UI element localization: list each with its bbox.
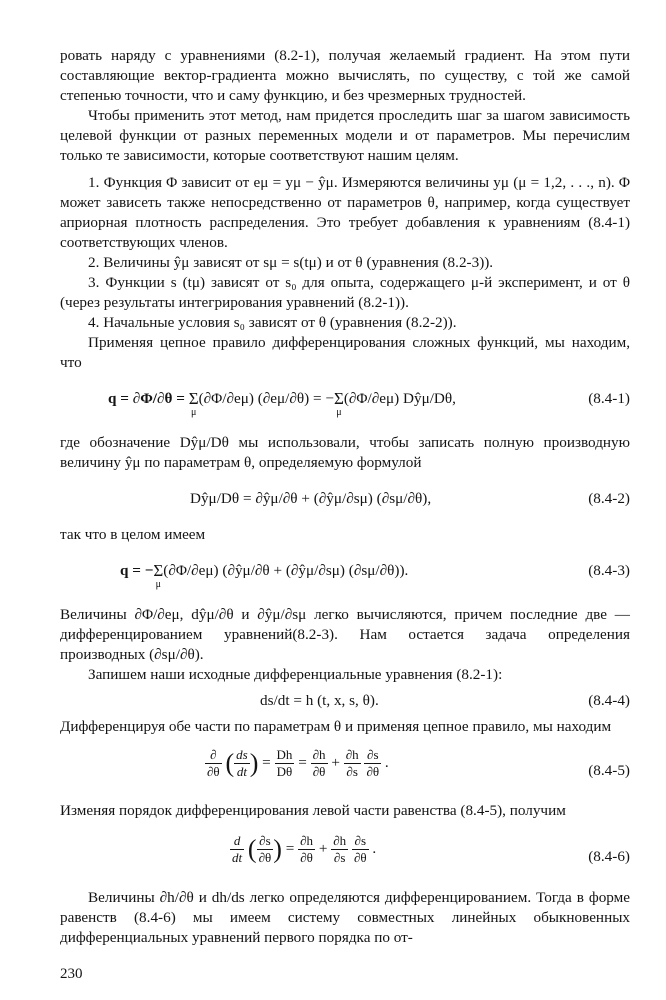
eq4-body: ds/dt = h (t, x, s, θ). xyxy=(260,692,379,709)
equation-8-4-3 xyxy=(60,551,630,599)
paragraph-method: Чтобы применить этот метод, нам придется проследить шаг за шагом зависимость целевой функции от разных переменных модели и от параметров. Мы перечислим только те зависимости, которые соответствуют нашим целям. xyxy=(60,107,630,164)
paragraph-continuation: ровать наряду с уравнениями (8.2-1), получая желаемый градиент. На этом пути составляющие вектор-градиента можно вычислять, по существу, с той же самой степенью точности, что и саму функцию, и без чрезмерных трудностей. xyxy=(60,47,630,104)
list-item-1: 1. Функция Φ зависит от eμ = yμ − ŷμ. Измеряются величины yμ (μ = 1,2, . . ., n). Φ может зависеть также непосредственно от параметров θ, например, когда существует априорная плотность распределения. Это требует добавления к уравнениям (8.4-1) соответствующих членов. xyxy=(60,174,630,251)
paragraph-quantities: Величины ∂Φ/∂eμ, dŷμ/∂θ и ∂ŷμ/∂sμ легко вычисляются, причем последние две — дифференцированием уравнений(8.2-3). Нам остается задача определения производных (∂sμ/∂θ). xyxy=(60,606,630,663)
equation-number: (8.4-6) xyxy=(588,848,630,865)
eq1-term2: (∂Φ/∂eμ) Dŷμ/Dθ, xyxy=(343,390,456,407)
paragraph-chain-rule: Применяя цепное правило дифференцирования сложных функций, мы находим, что xyxy=(60,334,630,371)
equation-8-4-4 xyxy=(60,687,630,715)
eq2-body: Dŷμ/Dθ = ∂ŷμ/∂θ + (∂ŷμ/∂sμ) (∂sμ/∂θ), xyxy=(190,490,432,507)
equation-number: (8.4-4) xyxy=(588,692,630,709)
list-item-2: 2. Величины ŷμ зависят от sμ = s(tμ) и от θ (уравнения (8.2-3)). xyxy=(88,254,494,271)
equation-8-4-6: $\frac{d}{dt}$ ( $\frac{\partial s}{\partial\theta}$ ) = $\frac{\partial h}{\partial\theta}$ + $\frac{\partial h}{\partial s}$ $\frac{\partial s}{\partial\theta}$ . (8.4-6) xyxy=(232,833,630,865)
eq3-term1: (∂Φ/∂eμ) (∂ŷμ/∂θ + (∂ŷμ/∂sμ) (∂sμ/∂θ)). xyxy=(163,562,409,579)
page-body xyxy=(60,46,630,948)
eq3-lhs: q = − xyxy=(120,562,154,579)
paragraph-differentiating: Дифференцируя обе части по параметрам θ и применяя цепное правило, мы находим xyxy=(60,718,612,735)
list-item-3: 3. Функции s (tμ) зависят от s₀ для опыта, содержащего μ-й эксперимент, и от θ (через результаты интегрирования уравнений (8.2-1)). xyxy=(60,274,630,311)
list-item-4: 4. Начальные условия s₀ зависят от θ (уравнения (8.2-2)). xyxy=(88,314,457,331)
paragraph-order-change: Изменяя порядок дифференцирования левой части равенства (8.4-5), получим xyxy=(60,802,566,819)
paragraph-original-eqs: Запишем наши исходные дифференциальные уравнения (8.2-1): xyxy=(88,666,503,683)
eq1-term1: (∂Φ/∂eμ) (∂eμ/∂θ) = − xyxy=(198,390,334,407)
sum-symbol: Σ μ xyxy=(333,389,344,418)
equation-8-4-2 xyxy=(60,479,630,519)
paragraph-total-derivative: где обозначение Dŷμ/Dθ мы использовали, чтобы записать полную производную величину ŷμ по параметрам θ, определяемую формулой xyxy=(60,434,630,471)
eq1-lhs: q = ∂Φ/∂θ = xyxy=(108,390,189,407)
equation-8-4-1 xyxy=(60,379,630,427)
equation-number: (8.4-2) xyxy=(588,490,630,507)
page-number: 230 xyxy=(60,966,83,982)
paragraph-linear-system: Величины ∂h/∂θ и dh/ds легко определяются дифференцированием. Тогда в форме равенств (8.4-6) мы имеем систему совместных линейных обыкновенных дифференциальных уравнений первого порядка по от- xyxy=(60,889,630,946)
paragraph-overall: так что в целом имеем xyxy=(60,526,206,543)
sum-symbol: Σ μ xyxy=(188,389,199,418)
equation-8-4-5: $\frac{\partial}{\partial\theta}$ ( $\frac{ds}{dt}$ ) = $\frac{Dh}{D\theta}$ = $\frac{\partial h}{\partial\theta}$ + $\frac{\partial h}{\partial s}$ $\frac{\partial s}{\partial\theta}$ . (8.4-5) xyxy=(207,747,630,779)
equation-number: (8.4-3) xyxy=(588,562,630,579)
equation-number: (8.4-1) xyxy=(588,390,630,407)
sum-symbol: Σ μ xyxy=(153,561,164,590)
equation-number: (8.4-5) xyxy=(588,762,630,779)
